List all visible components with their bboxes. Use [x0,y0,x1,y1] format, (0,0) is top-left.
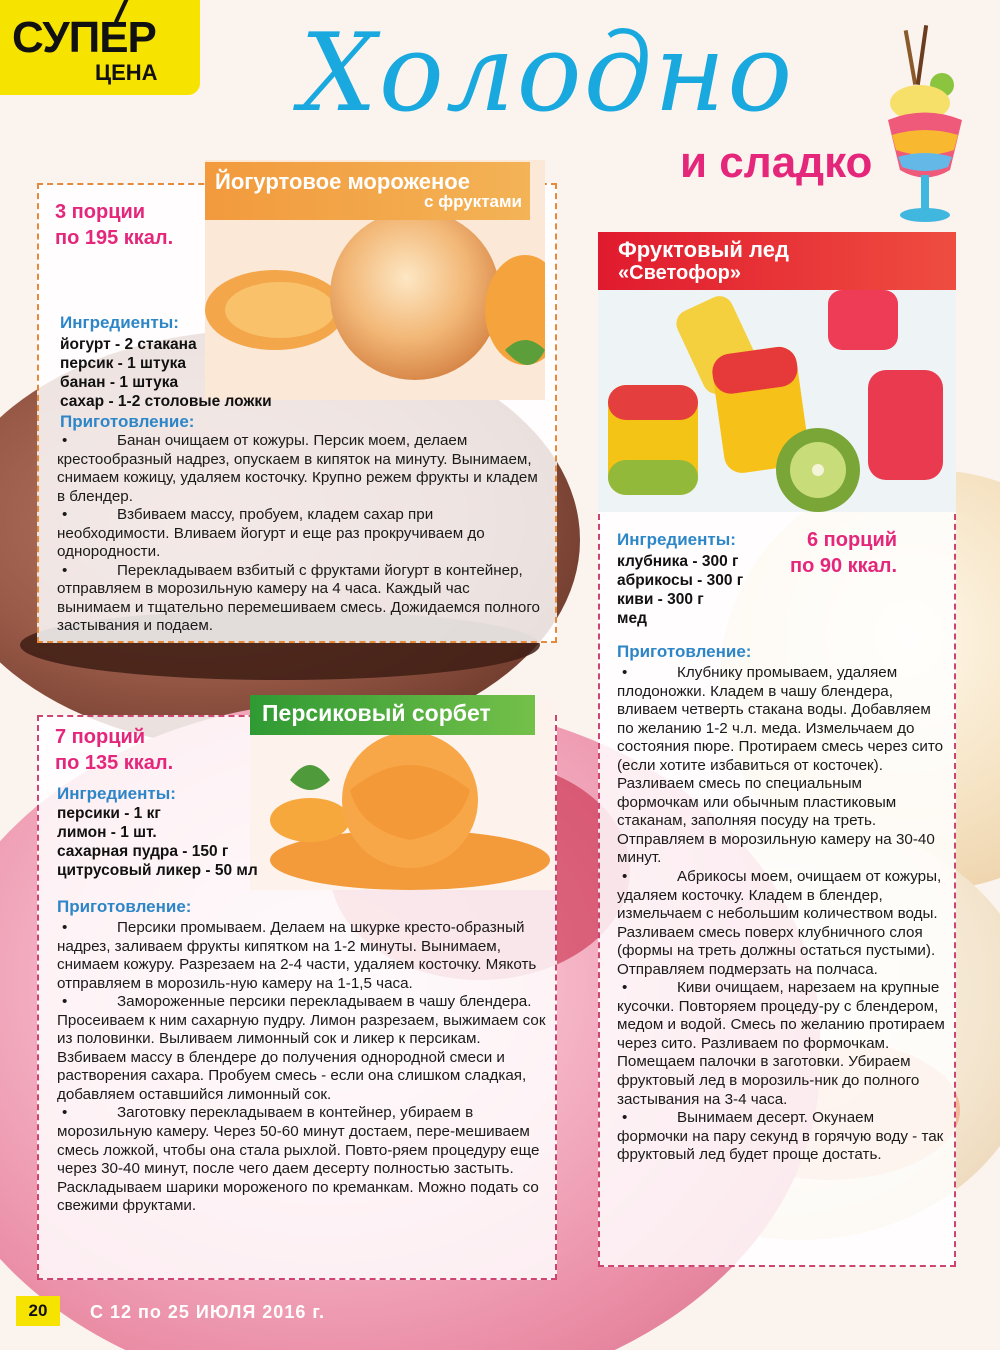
preparation-heading: Приготовление: [617,642,752,661]
step-text: Перекладываем взбитый с фруктами йогурт в контейнер, отправляем в морозильную камеру на 4 часа. Каждый час вынимаем и тщательно перемешиваем смесь. Дожидаемся полного застывания и подаем. [57,561,540,635]
preparation-steps [57,919,547,1216]
recipe-title-band-fruit-ice [598,232,956,290]
bullet-dot: • [62,561,68,579]
portions-calories: по 90 ккал. [790,554,898,577]
bullet-dot: • [622,1109,628,1127]
preparation-step [57,562,547,636]
issue-date: С 12 по 25 ИЮЛЯ 2016 г. [90,1302,326,1322]
recipe-title: Персиковый сорбет [262,700,491,726]
preparation-step [617,664,947,868]
step-text: Замороженные персики перекладываем в чашу блендера. Просеиваем к ним сахарную пудру. Лимон разрезаем, выжимаем сок из половинки. Выливаем лимонный сок и ликер к персикам. Взбиваем массу в блендере до получения однородной смеси и растворения сахара. Пробуем смесь - если она слишком сладкая, добавляем оставшийся лимонный сок. [57,993,546,1103]
ingredient-item: цитрусовый ликер - 50 мл [57,861,258,879]
bullet-dot: • [622,979,628,997]
ingredient-item: персик - 1 штука [60,354,186,372]
preparation-step [57,506,547,562]
photo-fruit-ice-pops [598,280,956,512]
badge-top-text: СУПЕР [12,13,156,62]
ingredient-item: сахар - 1-2 столовые ложки [60,392,272,410]
ingredients-heading: Ингредиенты: [617,530,736,549]
portions-calories: по 195 ккал. [55,226,174,249]
portions-count: 7 порций [55,726,146,748]
preparation-step [57,432,547,506]
ingredient-item: лимон - 1 шт. [57,823,157,841]
step-text: Заготовку перекладываем в контейнер, убираем в морозильную камеру. Через 50-60 минут достаем, пере-мешиваем смесь ложкой, чтобы она стала рыхлой. Повто-ряем процедуру еще через 30-40 минут, после чего даем десерту полностью застыть. Раскладываем шарики мороженого по креманкам. Можно подать со свежими фруктами. [57,1104,540,1215]
ingredient-item: сахарная пудра - 150 г [57,842,229,860]
recipe-subtitle: «Светофор» [618,262,741,284]
portions-info [55,725,173,776]
preparation-step [57,1104,547,1215]
bullet-dot: • [62,1104,68,1122]
page-subtitle: и сладко [680,138,873,187]
bullet-dot: • [62,432,68,449]
portions-info [55,200,173,251]
step-text: Клубнику промываем, удаляем плодоножки. Кладем в чашу блендера, вливаем четверть стакана воды. Добавляем по желанию 1-2 ч.л. меда. Измельчаем до состояния пюре. Протираем смесь через сито (если хотите избавиться от косточек). Разливаем смесь по специальным формочкам или обычным пластиковым стаканам, заполняя посуду на треть. Отправляем в морозильную камеру на 30-40 минут. [617,664,944,867]
preparation-heading: Приготовление: [57,897,192,916]
page-title: Холодно [300,11,795,136]
step-text: Киви очищаем, нарезаем на крупные кусочки. Повторяем процеду-ру с блендером, медом и водой. Смесь по желанию протираем через сито. Разливаем по формочкам. Помещаем палочки в заготовки. Убираем фруктовый лед в морозиль-ник до полного застывания на 3-4 часа. [617,979,945,1108]
ingredients-heading: Ингредиенты: [57,784,176,803]
bullet-dot: • [62,993,68,1011]
recipe-title-band-yogurt [205,162,530,220]
preparation-step [617,979,947,1109]
bullet-dot: • [622,868,628,886]
ingredient-item: банан - 1 штука [60,373,179,391]
ingredient-item: клубника - 300 г [617,553,739,570]
preparation-heading: Приготовление: [60,412,195,431]
ingredient-item: абрикосы - 300 г [617,571,744,589]
step-text: Абрикосы моем, очищаем от кожуры, удаляем косточку. Кладем в блендер, измельчаем с небольшим количеством воды. Разливаем смесь поверх клубничного слоя (формы на треть должны остаться пустыми). Отправляем подмерзать на полчаса. [617,868,942,978]
ingredients-heading: Ингредиенты: [60,313,179,332]
bullet-dot: • [62,506,68,524]
recipe-title: Фруктовый лед [618,237,789,262]
recipe-subtitle: с фруктами [424,192,522,211]
portions-info [790,528,897,579]
preparation-steps [617,664,947,1165]
portions-calories: по 135 ккал. [55,751,174,774]
badge-bottom-text: ЦЕНА [95,60,158,85]
preparation-steps [57,432,547,636]
step-text: Вынимаем десерт. Окунаем формочки на пару секунд в горячую воду - так фруктовый лед будет проще достать. [617,1109,944,1164]
ingredients-list [57,805,258,881]
step-text: Персики промываем. Делаем на шкурке кресто-образный надрез, заливаем фрукты кипятком на 1-2 минуты. Вынимаем, снимаем кожуру. Разрезаем на 2-4 части, удаляем косточку. Мякоть отправляем в морозиль-ную камеру на 1-1,5 часа. [57,919,537,992]
step-text: Взбиваем массу, пробуем, кладем сахар при необходимости. Вливаем йогурт и еще раз прокручиваем до однородности. [57,506,485,561]
preparation-step [617,1109,947,1165]
ingredient-item: мед [617,609,647,627]
preparation-step [57,993,547,1104]
portions-count: 6 порций [806,529,898,551]
ingredient-item: киви - 300 г [617,590,704,608]
ingredients-list [60,336,272,412]
sundae-glass-icon [880,25,970,225]
ingredient-item: йогурт - 2 стакана [60,336,197,353]
step-text: Банан очищаем от кожуры. Персик моем, делаем крестообразный надрез, опускаем в кипяток на минуту. Вынимаем, снимаем кожицу, удаляем косточку. Крупно режем фрукты и кладем в блендер. [57,432,538,505]
recipe-title-band-sorbet [250,695,535,735]
super-price-badge [0,0,200,95]
ingredient-item: персики - 1 кг [57,805,161,822]
portions-count: 3 порции [55,201,146,223]
bullet-dot: • [62,919,68,936]
bullet-dot: • [622,664,628,681]
recipe-title: Йогуртовое мороженое [215,169,470,194]
preparation-step [617,868,947,979]
preparation-step [57,919,547,993]
ingredients-list [617,553,743,629]
page-number: 20 [16,1296,60,1326]
